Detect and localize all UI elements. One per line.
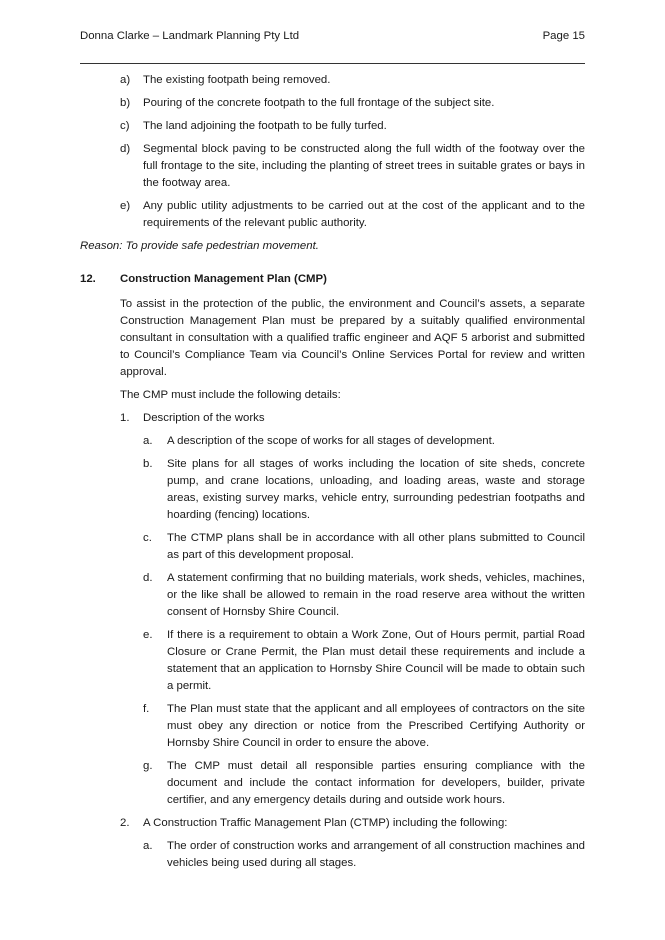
section-title: Construction Management Plan (CMP) [120, 273, 327, 285]
list-item: d) Segmental block paving to be constructed along the full width of the footway over the full frontage to the site, including the planting of street trees in suitable grates or bays in the footway area. [120, 143, 585, 189]
section-paragraph: The CMP must include the following details: [120, 389, 341, 401]
header-rule [80, 63, 585, 64]
list-item: c) The land adjoining the footpath to be fully turfed. [120, 120, 387, 132]
sub-item: e. If there is a requirement to obtain a Work Zone, Out of Hours permit, partial Road Closure or Crane Permit, the Plan must detail these requirements and include a statement that an application to Hornsby Shire Council will be made to obtain such a permit. [143, 629, 585, 692]
page-number: Page 15 [542, 30, 585, 42]
sub-item: g. The CMP must detail all responsible parties ensuring compliance with the document and include the contact information for developers, builder, private certifier, and any emergency details during and outside work hours. [143, 760, 585, 806]
sub-item: a. The order of construction works and arrangement of all construction machines and vehicles being used during all stages. [143, 840, 585, 869]
sub-item: f. The Plan must state that the applicant and all employees of contractors on the site must obey any direction or notice from the Prescribed Certifying Authority or Hornsby Shire Council in order to ensure the above. [143, 703, 585, 749]
page-header [80, 30, 585, 52]
list-item: e) Any public utility adjustments to be carried out at the cost of the applicant and to the requirements of the relevant public authority. [120, 200, 585, 229]
section-paragraph: To assist in the protection of the public, the environment and Council’s assets, a separate Construction Management Plan must be prepared by a suitably qualified environmental consultant in consultation with a qualified traffic engineer and AQF 5 arborist and submitted to Council’s Compliance Team via Council’s Online Services Portal for review and written approval. [120, 298, 585, 378]
document-body [80, 72, 585, 878]
header-author: Donna Clarke – Landmark Planning Pty Ltd [80, 30, 300, 42]
list-item: b) Pouring of the concrete footpath to the full frontage of the subject site. [120, 97, 495, 109]
sub-item: a. A description of the scope of works for all stages of development. [143, 435, 495, 447]
numbered-item: 2. A Construction Traffic Management Plan (CTMP) including the following: [120, 817, 508, 829]
list-item: a) The existing footpath being removed. [120, 74, 331, 86]
section-heading [80, 271, 585, 288]
section-number: 12. [80, 273, 96, 285]
sub-item: d. A statement confirming that no building materials, work sheds, vehicles, machines, or the like shall be allowed to remain in the road reserve area without the written consent of Hornsby Shire Council. [143, 572, 585, 618]
sub-item: c. The CTMP plans shall be in accordance with all other plans submitted to Council as part of this development proposal. [143, 532, 585, 561]
sub-item: b. Site plans for all stages of works including the location of site sheds, concrete pump, and crane locations, unloading, and loading areas, waste and storage areas, existing survey marks, vehicle entry, surrounding pedestrian footpaths and hoarding (fencing) locations. [143, 458, 585, 521]
reason-text: Reason: To provide safe pedestrian movement. [80, 240, 319, 252]
numbered-item: 1. Description of the works [120, 412, 265, 424]
